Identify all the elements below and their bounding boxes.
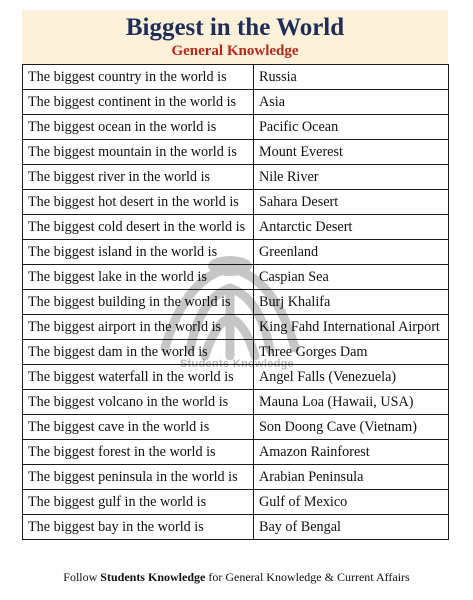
- table-row: [23, 265, 449, 290]
- table-row: [23, 90, 449, 115]
- table-row: [23, 340, 449, 365]
- question-cell: The biggest continent in the world is: [23, 90, 254, 115]
- question-cell: The biggest river in the world is: [23, 165, 254, 190]
- question-cell: The biggest gulf in the world is: [23, 490, 254, 515]
- answer-cell: Bay of Bengal: [254, 515, 449, 540]
- question-cell: The biggest cold desert in the world is: [23, 215, 254, 240]
- answer-cell: Russia: [254, 65, 449, 90]
- table-row: [23, 515, 449, 540]
- question-cell: The biggest ocean in the world is: [23, 115, 254, 140]
- page-subtitle: General Knowledge: [171, 43, 299, 59]
- footer-suffix: for General Knowledge & Current Affairs: [208, 570, 410, 584]
- answer-cell: Caspian Sea: [254, 265, 449, 290]
- facts-table-body: [23, 65, 449, 540]
- answer-cell: Sahara Desert: [254, 190, 449, 215]
- table-row: [23, 190, 449, 215]
- page-title: Biggest in the World: [125, 14, 345, 41]
- table-row: [23, 65, 449, 90]
- table-row: [23, 415, 449, 440]
- question-cell: The biggest mountain in the world is: [23, 140, 254, 165]
- answer-cell: Amazon Rainforest: [254, 440, 449, 465]
- answer-cell: Greenland: [254, 240, 449, 265]
- header-banner: [22, 10, 448, 64]
- question-cell: The biggest peninsula in the world is: [23, 465, 254, 490]
- table-row: [23, 215, 449, 240]
- question-cell: The biggest cave in the world is: [23, 415, 254, 440]
- watermark-label: Students Knowledge: [179, 358, 295, 370]
- question-cell: The biggest airport in the world is: [23, 315, 254, 340]
- answer-cell: Son Doong Cave (Vietnam): [254, 415, 449, 440]
- question-cell: The biggest dam in the world is: [23, 340, 254, 365]
- answer-cell: Antarctic Desert: [254, 215, 449, 240]
- answer-cell: Angel Falls (Venezuela): [254, 365, 449, 390]
- answer-cell: Arabian Peninsula: [254, 465, 449, 490]
- table-row: [23, 240, 449, 265]
- table-row: [23, 390, 449, 415]
- table-row: [23, 165, 449, 190]
- question-cell: The biggest building in the world is: [23, 290, 254, 315]
- question-cell: The biggest island in the world is: [23, 240, 254, 265]
- answer-cell: Burj Khalifa: [254, 290, 449, 315]
- question-cell: The biggest volcano in the world is: [23, 390, 254, 415]
- question-cell: The biggest forest in the world is: [23, 440, 254, 465]
- answer-cell: Pacific Ocean: [254, 115, 449, 140]
- answer-cell: Mauna Loa (Hawaii, USA): [254, 390, 449, 415]
- question-cell: The biggest lake in the world is: [23, 265, 254, 290]
- table-row: [23, 115, 449, 140]
- table-row: [23, 315, 449, 340]
- answer-cell: Gulf of Mexico: [254, 490, 449, 515]
- question-cell: The biggest hot desert in the world is: [23, 190, 254, 215]
- question-cell: The biggest waterfall in the world is: [23, 365, 254, 390]
- answer-cell: Mount Everest: [254, 140, 449, 165]
- footer-prefix: Follow: [63, 570, 98, 584]
- question-cell: The biggest country in the world is: [23, 65, 254, 90]
- answer-cell: Three Gorges Dam: [254, 340, 449, 365]
- answer-cell: King Fahd International Airport: [254, 315, 449, 340]
- table-row: [23, 365, 449, 390]
- answer-cell: Nile River: [254, 165, 449, 190]
- facts-table: [22, 64, 449, 540]
- footer-brand: Students Knowledge: [100, 570, 206, 584]
- answer-cell: Asia: [254, 90, 449, 115]
- table-row: [23, 465, 449, 490]
- table-row: [23, 490, 449, 515]
- question-cell: The biggest bay in the world is: [23, 515, 254, 540]
- footer-credit: [0, 569, 473, 585]
- table-row: [23, 140, 449, 165]
- table-row: [23, 290, 449, 315]
- table-row: [23, 440, 449, 465]
